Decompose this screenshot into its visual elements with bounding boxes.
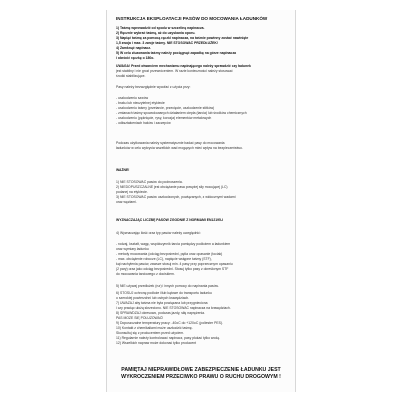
selection-item: - metody mocowania (odciąg bezpośredni, pętla oraz opasanie (tociak) bbox=[116, 252, 223, 256]
damage-intro: Pasy należy bezwzględnie wycofać z użycia przy: bbox=[116, 85, 191, 89]
document-title: INSTRUKCJA EKSPLOATACJI PASÓW DO MOCOWANIA ŁADUNKÓW bbox=[116, 16, 268, 21]
selection-item: 11) Regularnie należy kontrolować napinacz, pasy płukać tylko wodą. bbox=[116, 336, 220, 340]
damage-item: - odkształceniach haków i zaczepów bbox=[116, 121, 171, 125]
selection-item: Skonsultuj się z producentem przed użyciem. bbox=[116, 331, 185, 335]
intro-step: 4) Zamknąć napinacz. bbox=[116, 46, 152, 50]
selection-item: 7) UWAŻAJ aby taśma nie była powiązana lub przygnieciona bbox=[116, 301, 208, 305]
right-border-line bbox=[295, 10, 296, 392]
warning-line: środki stabilizujące. bbox=[116, 74, 146, 78]
instruction-sheet bbox=[106, 10, 296, 392]
intro-step: 1) Taśmę wprowadzić od spodu w szczelinę napinacza. bbox=[116, 26, 205, 30]
selection-heading: WYZNACZAJĄC LICZBĘ PASÓW ZGODNIE Z NORMAMI EN12195-I bbox=[116, 218, 223, 222]
damage-item: - uszkodzeniu (pęknięcie, rysy, korozja) elementów metalowych bbox=[116, 116, 212, 120]
selection-item: - rodzaj, kształt, wagę, współczynnik tarcia pomiędzy podłożem a ładunkiem bbox=[116, 242, 231, 246]
damage-item: - zmianach taśmy spowodowanych działaniem ciepła (tarcia) lub środków chemicznych bbox=[116, 111, 247, 115]
footer-warning: PAMIĘTAJ NIEPRAWIDŁOWE ZABEZPIECZENIE ŁADUNKU JEST bbox=[121, 367, 281, 373]
intro-step: 5) W celu zluzowania taśmy należy pociągnąć zapadkę na górze napinacza bbox=[116, 51, 237, 55]
selection-item: 8) SPRAWDZAJ okresowo, podczas jazdy, siłę naprężenia. bbox=[116, 311, 205, 315]
intro-step: 1,5 zwoja i max. 3 zwoje taśmy. NIE STOSOWAĆ PRZEDŁUŻEK! bbox=[116, 41, 218, 45]
important-item: 1) NIE STOSOWAĆ pasów do podnoszenia. bbox=[116, 180, 183, 184]
intro-step: i obrócić rączkę o 180o. bbox=[116, 56, 155, 60]
selection-item: 6) STOSUJ ochronę podłoże i/lub kątowe do transportu ładunku bbox=[116, 291, 212, 295]
inspection-line: Podczas użytkowania należy systematycznie badać pasy do mocowania bbox=[116, 141, 225, 145]
intro-step: 2) Ręcznie wybrać taśmę, aż do uzyskania oporu. bbox=[116, 31, 196, 35]
damage-item: - braku lub nieczytelnej etykiecie bbox=[116, 101, 165, 105]
selection-item: 4) Wyznaczając ilość oraz typ pasów należy uwzględnić: bbox=[116, 231, 201, 235]
damage-item: - uszkodzeniu szwów bbox=[116, 96, 149, 100]
inspection-line: ładunków w celu wykrycia wszelkich wad mogących mieć wpływ na bezpieczeństwo. bbox=[116, 146, 243, 150]
selection-item: o szerokiej powierzchni lub ostrych krawędziach. bbox=[116, 296, 190, 300]
selection-item: i czy praciąc ułożą skrzeciono. NIE STOSOWAĆ napinacza na krawędziach. bbox=[116, 306, 231, 310]
important-item: podanej na etykiecie. bbox=[116, 190, 148, 194]
important-item: oraz węzłami. bbox=[116, 200, 137, 204]
footer-warning: WYKROCZENIEM PRZECIWKO PRAWU O RUCHU DROGOWYM ! bbox=[121, 374, 281, 380]
important-heading: WAŻNE! bbox=[116, 168, 130, 172]
selection-item: 5) NIE używaj przedłużek (rur) i innych pomocy do napinania pasów. bbox=[116, 284, 219, 288]
left-border-line bbox=[106, 10, 107, 392]
selection-item: do mocowania tarciowego z dociskiem. bbox=[116, 272, 175, 276]
selection-item: PAS MOŻE SIĘ POLUZOWAĆ! bbox=[116, 316, 164, 320]
important-item: 2) NIEDOPUSZCZALNE jest obciążanie pasa powyżej siły mocującej (LC) bbox=[116, 185, 228, 189]
warning-line: jest stabilny i nie grozi przewróceniem. W razie konieczności należy stosować bbox=[116, 69, 233, 73]
intro-step: 3) Napiąć taśmę za pomocą rączki napinacza, na taśmie powinny zostać nawinięte bbox=[116, 36, 249, 40]
selection-item: (2 pary) oraz jako odciąg bezpośredni. Stosuj tylko pasy z określonym STF bbox=[116, 267, 229, 271]
selection-item: oraz wymiary ładunku bbox=[116, 247, 149, 251]
selection-item: 9) Dopuszczalne temperatury pracy: -40oC do +120oC (poliester PES). bbox=[116, 321, 223, 325]
important-item: 3) NIE STOSOWAĆ pasów uszkodzonych, powiązanych, z widocznymi wadami bbox=[116, 195, 236, 199]
selection-item: kąt nachylenia pasów, zawsze stosuj min. 4 pasy przy poprzecznym opasaniu bbox=[116, 262, 233, 266]
damage-item: - uszkodzeniu taśmy (przetarcie, przecięcie, uszkodzenie stitków) bbox=[116, 106, 215, 110]
selection-item: 10) Kontakt z chemikaliami może uszkodzić taśmę. bbox=[116, 326, 193, 330]
warning-line: UWAGA! Przed otwarciem mechanizmu napinającego należy sprawdzić czy ładunek bbox=[116, 64, 251, 68]
selection-item: 12) Wszelkich napraw może dokonać tylko producent bbox=[116, 341, 197, 345]
selection-item: - max. obciążenie robocze (LC), napięcie wstępne taśmy (STF), bbox=[116, 257, 212, 261]
